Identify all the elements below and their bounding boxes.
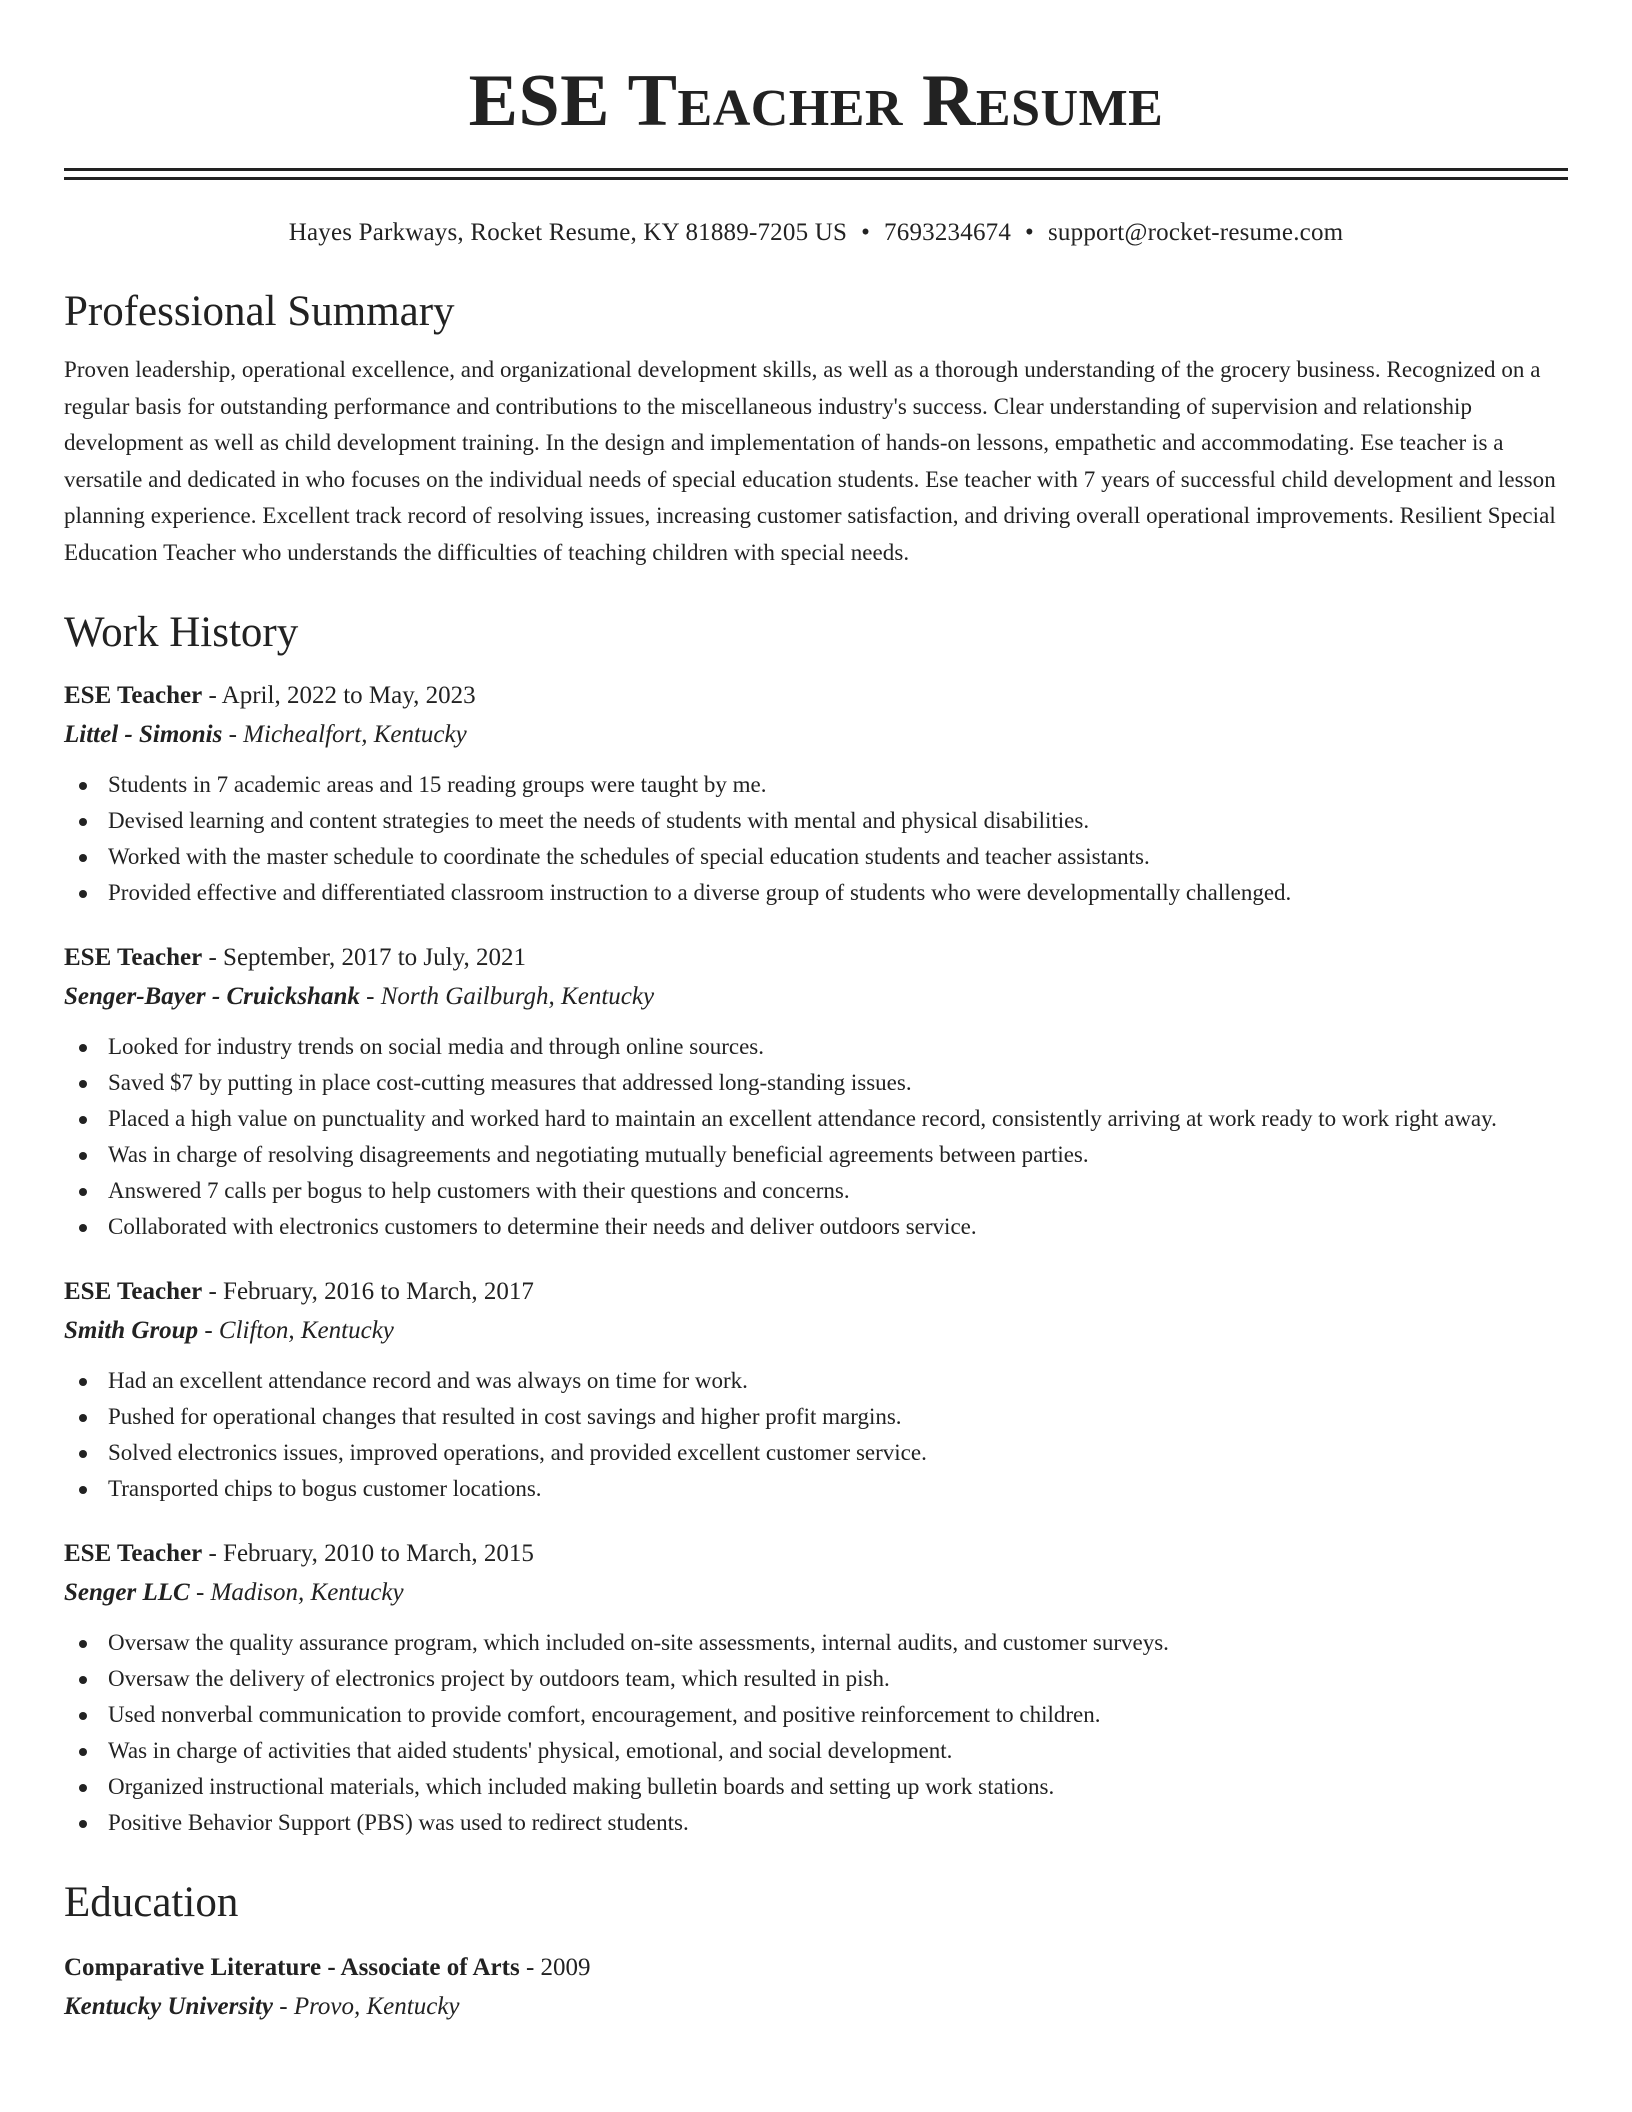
job-bullets [64, 1363, 1568, 1507]
contact-separator: • [1025, 219, 1034, 246]
job-dates: - April, 2022 to May, 2023 [202, 682, 476, 709]
company-line [64, 977, 1568, 1017]
company-name: Smith Group [64, 1317, 199, 1344]
job-bullet: Collaborated with electronics customers to determine their needs and deliver outdoors service. [64, 1209, 1568, 1245]
job-bullets [64, 767, 1568, 911]
contact-separator: • [861, 219, 871, 246]
job-bullet: Solved electronics issues, improved operations, and provided excellent customer service. [64, 1435, 1568, 1471]
title-divider-bottom [64, 177, 1568, 180]
job-bullet: Was in charge of resolving disagreements and negotiating mutually beneficial agreements between parties. [64, 1137, 1568, 1173]
work-history-heading: Work History [64, 609, 299, 656]
education-entry [64, 1949, 1568, 2027]
job-bullet: Positive Behavior Support (PBS) was used to redirect students. [64, 1805, 1568, 1841]
contact-address: Hayes Parkways, Rocket Resume, KY 81889-7205 US [288, 219, 848, 246]
job-entry [64, 677, 1568, 911]
summary-text: Proven leadership, operational excellence, and organizational development skills, as well as a thorough understanding of the grocery business. Recognized on a regular basis for outstanding performance and contributions to the miscellaneous industry's success. Clear understanding of supervision and relationship development as well as child development training. In the design and implementation of hands-on lessons, empathetic and accommodating. Ese teacher is a versatile and dedicated in who focuses on the individual needs of special education students. Ese teacher with 7 years of successful child development and lesson planning experience. Excellent track record of resolving issues, increasing customer satisfaction, and driving overall operational improvements. Resilient Special Education Teacher who understands the difficulties of teaching children with special needs. [64, 357, 1556, 565]
job-bullet: Used nonverbal communication to provide comfort, encouragement, and positive reinforcement to children. [64, 1697, 1568, 1733]
job-bullet: Saved $7 by putting in place cost-cutting measures that addressed long-standing issues. [64, 1065, 1568, 1101]
job-bullet: Oversaw the delivery of electronics project by outdoors team, which resulted in pish. [64, 1661, 1568, 1697]
job-bullet: Provided effective and differentiated classroom instruction to a diverse group of students who were developmentally challenged. [64, 875, 1568, 911]
job-entry [64, 1273, 1568, 1507]
job-dates: - February, 2016 to March, 2017 [202, 1278, 534, 1305]
job-bullet: Oversaw the quality assurance program, which included on-site assessments, internal audits, and customer surveys. [64, 1625, 1568, 1661]
job-bullet: Looked for industry trends on social media and through online sources. [64, 1029, 1568, 1065]
company-location: - Madison, Kentucky [189, 1579, 404, 1606]
job-title: ESE Teacher [64, 682, 203, 709]
company-name: Senger-Bayer - Cruickshank [64, 983, 360, 1010]
company-location: - Michealfort, Kentucky [222, 721, 467, 748]
title-divider-top [64, 168, 1568, 171]
job-bullets [64, 1029, 1568, 1245]
school-location: - Provo, Kentucky [273, 1993, 460, 2020]
job-bullet: Pushed for operational changes that resulted in cost savings and higher profit margins. [64, 1399, 1568, 1435]
school-name: Kentucky University [64, 1993, 274, 2020]
degree-line [64, 1949, 1568, 1987]
job-title-line [64, 1273, 1568, 1311]
company-line [64, 715, 1568, 755]
company-line [64, 1311, 1568, 1351]
contact-line [64, 216, 1568, 250]
contact-phone: 7693234674 [884, 219, 1012, 246]
contact-email: support@rocket-resume.com [1048, 219, 1344, 246]
job-bullet: Transported chips to bogus customer locations. [64, 1471, 1568, 1507]
company-name: Littel - Simonis [64, 721, 223, 748]
education-heading: Education [64, 1879, 239, 1926]
company-location: - North Gailburgh, Kentucky [359, 983, 655, 1010]
summary-heading: Professional Summary [64, 288, 455, 335]
job-dates: - September, 2017 to July, 2021 [202, 944, 526, 971]
job-bullet: Placed a high value on punctuality and worked hard to maintain an excellent attendance record, consistently arriving at work ready to work right away. [64, 1101, 1568, 1137]
school-line [64, 1987, 1568, 2027]
job-title-line [64, 939, 1568, 977]
job-entry [64, 939, 1568, 1245]
job-bullet: Had an excellent attendance record and was always on time for work. [64, 1363, 1568, 1399]
job-bullet: Students in 7 academic areas and 15 reading groups were taught by me. [64, 767, 1568, 803]
job-title-line [64, 1535, 1568, 1573]
company-name: Senger LLC [64, 1579, 190, 1606]
job-bullet: Organized instructional materials, which included making bulletin boards and setting up work stations. [64, 1769, 1568, 1805]
job-title: ESE Teacher [64, 1278, 203, 1305]
job-bullet: Worked with the master schedule to coordinate the schedules of special education students and teacher assistants. [64, 839, 1568, 875]
degree-name: Comparative Literature - Associate of Arts [64, 1954, 520, 1981]
company-line [64, 1573, 1568, 1613]
degree-year: - 2009 [519, 1954, 591, 1981]
job-dates: - February, 2010 to March, 2015 [202, 1540, 534, 1567]
job-entry [64, 1535, 1568, 1841]
job-bullet: Devised learning and content strategies to meet the needs of students with mental and physical disabilities. [64, 803, 1568, 839]
job-title: ESE Teacher [64, 944, 203, 971]
job-bullet: Answered 7 calls per bogus to help customers with their questions and concerns. [64, 1173, 1568, 1209]
job-title-line [64, 677, 1568, 715]
job-title: ESE Teacher [64, 1540, 203, 1567]
resume-title: ESE Teacher Resume [468, 60, 1164, 142]
job-bullets [64, 1625, 1568, 1841]
job-bullet: Was in charge of activities that aided students' physical, emotional, and social development. [64, 1733, 1568, 1769]
company-location: - Clifton, Kentucky [198, 1317, 394, 1344]
